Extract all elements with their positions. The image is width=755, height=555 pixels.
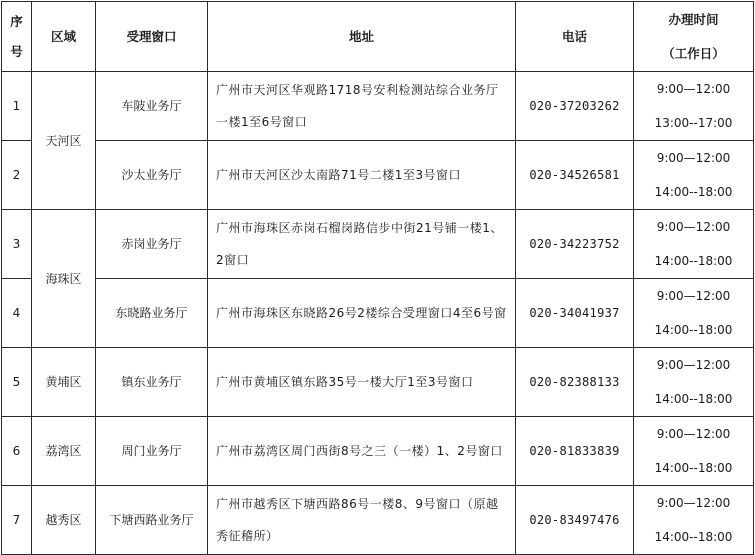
hours-pm: 14:00--18:00 <box>654 323 733 337</box>
table-row <box>2 72 754 141</box>
window-cell: 东晓路业务厅 <box>96 279 208 348</box>
seq-cell: 4 <box>2 279 32 348</box>
phone-cell: 020-34526581 <box>516 141 634 210</box>
hours-pm: 14:00--18:00 <box>654 185 733 199</box>
hours-am: 9:00—12:00 <box>656 427 731 441</box>
table-row <box>2 141 754 210</box>
window-cell: 沙太业务厅 <box>96 141 208 210</box>
hours-cell <box>634 141 754 210</box>
address-cell: 广州市荔湾区周门西街8号之三（一楼）1、2号窗口 <box>208 417 516 486</box>
table-row <box>2 279 754 348</box>
window-cell: 赤岗业务厅 <box>96 210 208 279</box>
hours-pm: 14:00--18:00 <box>654 254 733 268</box>
hours-am: 9:00—12:00 <box>656 151 731 165</box>
address-cell: 广州市越秀区下塘西路86号一楼8、9号窗口（原越秀征稽所） <box>208 486 516 555</box>
table-row <box>2 486 754 555</box>
hours-cell <box>634 348 754 417</box>
address-cell: 广州市天河区华观路1718号安利检测站综合业务厅一楼1至6号窗口 <box>208 72 516 141</box>
phone-cell: 020-81833839 <box>516 417 634 486</box>
hours-am: 9:00—12:00 <box>656 82 731 96</box>
window-cell: 镇东业务厅 <box>96 348 208 417</box>
table-row <box>2 417 754 486</box>
hours-cell <box>634 486 754 555</box>
header-seq-line1: 序 <box>10 13 23 29</box>
table-row <box>2 210 754 279</box>
hours-cell <box>634 417 754 486</box>
hours-am: 9:00—12:00 <box>656 289 731 303</box>
hours-am: 9:00—12:00 <box>656 496 731 510</box>
phone-cell: 020-34041937 <box>516 279 634 348</box>
address-cell: 广州市海珠区赤岗石榴岗路信步中街21号铺一楼1、2窗口 <box>208 210 516 279</box>
header-window: 受理窗口 <box>96 2 208 72</box>
window-cell: 周门业务厅 <box>96 417 208 486</box>
phone-cell: 020-83497476 <box>516 486 634 555</box>
district-cell: 荔湾区 <box>32 417 96 486</box>
phone-cell: 020-37203262 <box>516 72 634 141</box>
window-cell: 下塘西路业务厅 <box>96 486 208 555</box>
address-cell: 广州市天河区沙太南路71号二楼1至3号窗口 <box>208 141 516 210</box>
hours-cell <box>634 210 754 279</box>
seq-cell: 5 <box>2 348 32 417</box>
header-seq-line2: 号 <box>10 43 23 59</box>
phone-cell: 020-82388133 <box>516 348 634 417</box>
hours-pm: 14:00--18:00 <box>654 461 733 475</box>
hours-pm: 13:00--17:00 <box>654 116 733 130</box>
seq-cell: 2 <box>2 141 32 210</box>
district-cell: 越秀区 <box>32 486 96 555</box>
service-hall-table <box>1 1 754 555</box>
seq-cell: 3 <box>2 210 32 279</box>
hours-cell <box>634 279 754 348</box>
hours-pm: 14:00--18:00 <box>654 392 733 406</box>
hours-pm: 14:00--18:00 <box>654 530 733 544</box>
header-hours-line1: 办理时间 <box>668 11 719 27</box>
seq-cell: 1 <box>2 72 32 141</box>
hours-am: 9:00—12:00 <box>656 358 731 372</box>
phone-cell: 020-34223752 <box>516 210 634 279</box>
address-cell: 广州市海珠区东晓路26号2楼综合受理窗口4至6号窗 <box>208 279 516 348</box>
seq-cell: 6 <box>2 417 32 486</box>
district-cell: 黄埔区 <box>32 348 96 417</box>
header-hours <box>634 2 754 72</box>
header-hours-line2: （工作日） <box>662 45 725 61</box>
header-district: 区域 <box>32 2 96 72</box>
hours-am: 9:00—12:00 <box>656 220 731 234</box>
header-phone: 电话 <box>516 2 634 72</box>
header-address: 地址 <box>208 2 516 72</box>
hours-cell <box>634 72 754 141</box>
header-row <box>2 2 754 72</box>
district-cell: 天河区 <box>32 72 96 210</box>
table-row <box>2 348 754 417</box>
address-cell: 广州市黄埔区镇东路35号一楼大厅1至3号窗口 <box>208 348 516 417</box>
header-seq <box>2 2 32 72</box>
district-cell: 海珠区 <box>32 210 96 348</box>
seq-cell: 7 <box>2 486 32 555</box>
window-cell: 车陂业务厅 <box>96 72 208 141</box>
